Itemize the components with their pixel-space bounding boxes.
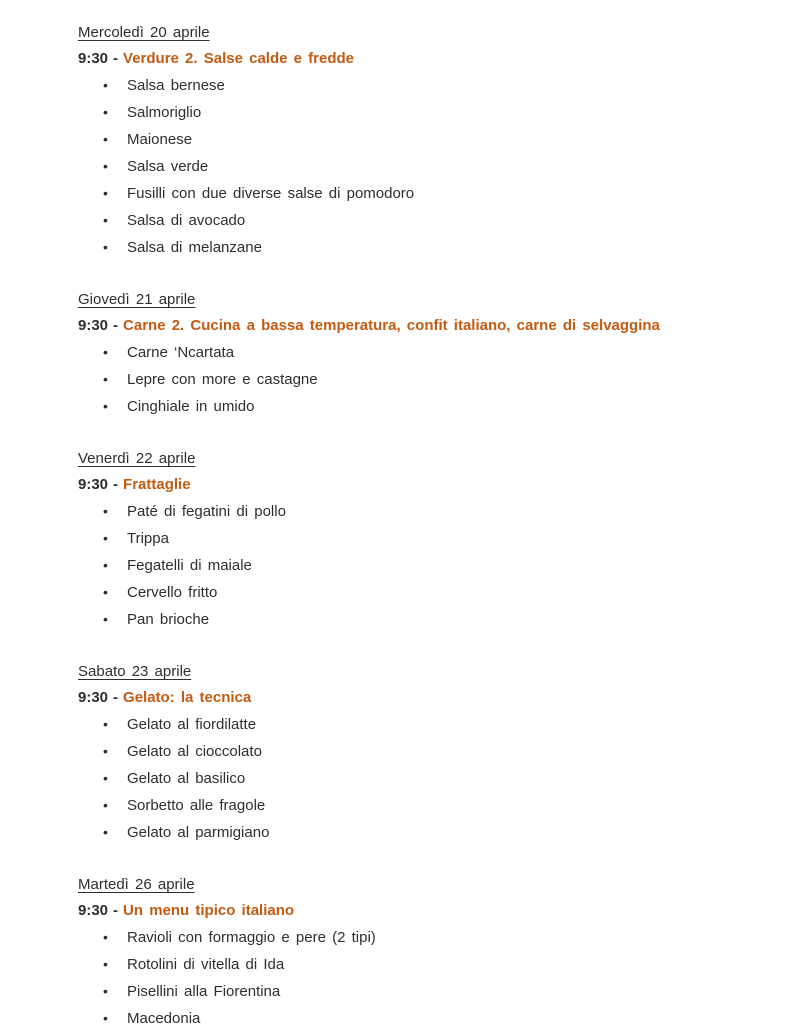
date-heading: Martedì 26 aprile (78, 876, 195, 893)
menu-item-label: Gelato al cioccolato (127, 743, 262, 760)
session-time: 9:30 (78, 689, 109, 706)
bullet-icon: • (103, 584, 108, 600)
schedule-section (78, 287, 751, 420)
bullet-icon: • (103, 716, 108, 732)
menu-list (78, 339, 751, 420)
menu-item-label: Salmoriglio (127, 104, 202, 121)
bullet-icon: • (103, 824, 108, 840)
menu-item (78, 126, 751, 153)
menu-item (78, 525, 751, 552)
menu-item (78, 234, 751, 261)
menu-item-label: Cinghiale in umido (127, 398, 255, 415)
date-heading: Mercoledì 20 aprile (78, 24, 210, 41)
bullet-icon: • (103, 239, 108, 255)
schedule-section (78, 872, 751, 1024)
bullet-icon: • (103, 557, 108, 573)
bullet-icon: • (103, 104, 108, 120)
menu-item (78, 606, 751, 633)
menu-item (78, 552, 751, 579)
menu-item (78, 1005, 751, 1024)
session-line (78, 898, 751, 924)
bullet-icon: • (103, 1010, 108, 1024)
menu-item-label: Rotolini di vitella di Ida (127, 956, 285, 973)
menu-item-label: Salsa verde (127, 158, 209, 175)
menu-item-label: Cervello fritto (127, 584, 218, 601)
menu-item (78, 393, 751, 420)
menu-item (78, 738, 751, 765)
date-heading: Giovedì 21 aprile (78, 291, 196, 308)
menu-item (78, 711, 751, 738)
menu-item (78, 180, 751, 207)
menu-item-label: Ravioli con formaggio e pere (2 tipi) (127, 929, 376, 946)
bullet-icon: • (103, 743, 108, 759)
bullet-icon: • (103, 185, 108, 201)
session-time: 9:30 (78, 902, 109, 919)
menu-item-label: Salsa bernese (127, 77, 225, 94)
bullet-icon: • (103, 770, 108, 786)
session-line (78, 685, 751, 711)
menu-item (78, 72, 751, 99)
menu-item-label: Carne ‘Ncartata (127, 344, 235, 361)
menu-item (78, 792, 751, 819)
session-line (78, 313, 751, 339)
bullet-icon: • (103, 530, 108, 546)
menu-list (78, 498, 751, 633)
menu-item-label: Pan brioche (127, 611, 210, 628)
session-line (78, 46, 751, 72)
menu-list (78, 924, 751, 1024)
bullet-icon: • (103, 344, 108, 360)
schedule-section (78, 659, 751, 846)
bullet-icon: • (103, 212, 108, 228)
bullet-icon: • (103, 611, 108, 627)
course-title: Gelato: la tecnica (123, 689, 252, 706)
schedule-section (78, 20, 751, 261)
menu-item (78, 978, 751, 1005)
menu-item-label: Gelato al basilico (127, 770, 246, 787)
bullet-icon: • (103, 158, 108, 174)
session-separator: - (113, 50, 119, 67)
bullet-icon: • (103, 929, 108, 945)
menu-item-label: Pisellini alla Fiorentina (127, 983, 281, 1000)
menu-item-label: Gelato al fiordilatte (127, 716, 257, 733)
menu-item (78, 819, 751, 846)
course-title: Verdure 2. Salse calde e fredde (123, 50, 354, 67)
menu-item-label: Trippa (127, 530, 169, 547)
menu-item-label: Macedonia (127, 1010, 201, 1024)
session-time: 9:30 (78, 50, 109, 67)
menu-item (78, 924, 751, 951)
date-heading: Sabato 23 aprile (78, 663, 192, 680)
bullet-icon: • (103, 503, 108, 519)
menu-list (78, 72, 751, 261)
menu-item-label: Lepre con more e castagne (127, 371, 318, 388)
session-separator: - (113, 689, 119, 706)
bullet-icon: • (103, 956, 108, 972)
menu-item-label: Salsa di melanzane (127, 239, 262, 256)
menu-list (78, 711, 751, 846)
menu-item (78, 339, 751, 366)
menu-item (78, 99, 751, 126)
menu-item (78, 366, 751, 393)
session-separator: - (113, 317, 119, 334)
session-time: 9:30 (78, 317, 109, 334)
schedule-section (78, 446, 751, 633)
bullet-icon: • (103, 131, 108, 147)
menu-item (78, 153, 751, 180)
bullet-icon: • (103, 398, 108, 414)
bullet-icon: • (103, 371, 108, 387)
menu-item (78, 951, 751, 978)
bullet-icon: • (103, 77, 108, 93)
schedule-sections (78, 20, 751, 1024)
course-title: Carne 2. Cucina a bassa temperatura, confit italiano, carne di selvaggina (123, 317, 660, 334)
session-line (78, 472, 751, 498)
menu-item (78, 765, 751, 792)
bullet-icon: • (103, 983, 108, 999)
menu-item-label: Gelato al parmigiano (127, 824, 270, 841)
menu-item-label: Fegatelli di maiale (127, 557, 252, 574)
session-separator: - (113, 476, 119, 493)
session-separator: - (113, 902, 119, 919)
menu-item-label: Salsa di avocado (127, 212, 246, 229)
course-title: Frattaglie (123, 476, 191, 493)
menu-item-label: Sorbetto alle fragole (127, 797, 266, 814)
menu-item (78, 498, 751, 525)
menu-item-label: Fusilli con due diverse salse di pomodoro (127, 185, 415, 202)
bullet-icon: • (103, 797, 108, 813)
course-title: Un menu tipico italiano (123, 902, 295, 919)
date-heading: Venerdì 22 aprile (78, 450, 196, 467)
menu-item-label: Maionese (127, 131, 193, 148)
menu-item-label: Paté di fegatini di pollo (127, 503, 286, 520)
session-time: 9:30 (78, 476, 109, 493)
menu-item (78, 207, 751, 234)
menu-item (78, 579, 751, 606)
